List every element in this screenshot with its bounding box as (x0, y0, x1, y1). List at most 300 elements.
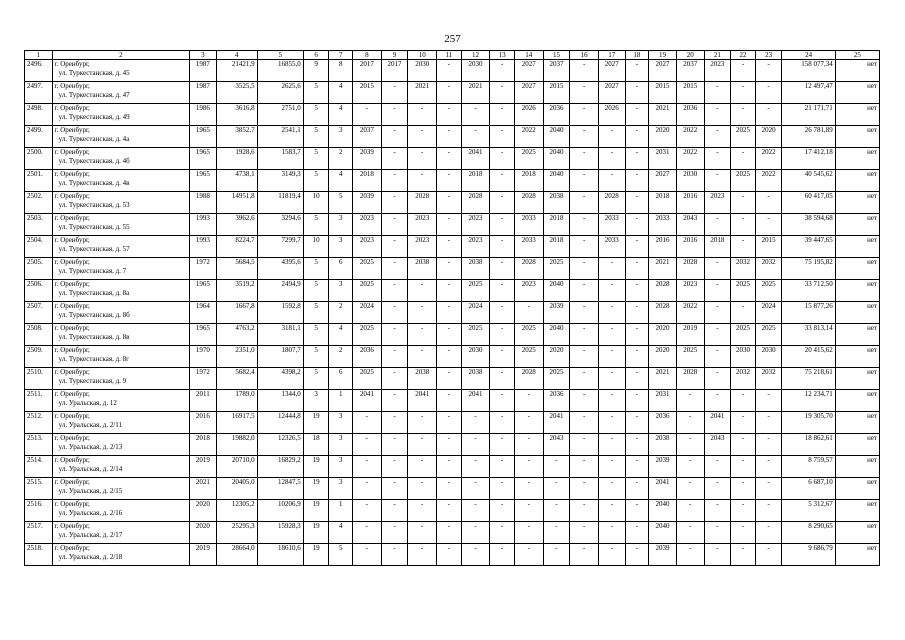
table-cell: - (437, 258, 462, 280)
table-cell: - (731, 148, 756, 170)
table-cell: - (704, 500, 731, 522)
table-cell: 28664,0 (216, 544, 257, 566)
table-cell: 2027 (598, 82, 625, 104)
table-cell: 5 (303, 302, 329, 324)
table-cell: 2038 (543, 192, 570, 214)
table-cell: - (625, 170, 649, 192)
table-cell: - (381, 368, 408, 390)
table-cell: 2023 (408, 214, 437, 236)
table-cell: - (755, 522, 782, 544)
table-cell: 2036 (543, 104, 570, 126)
table-cell: 3962,6 (216, 214, 257, 236)
table-cell: 2016 (676, 192, 704, 214)
address-cell (52, 544, 189, 566)
table-cell: 2039 (353, 148, 382, 170)
table-cell: 2039 (543, 302, 570, 324)
table-cell: - (755, 412, 782, 434)
table-cell: 8 (329, 60, 353, 82)
column-number: 11 (437, 51, 462, 60)
table-cell: 5 (303, 368, 329, 390)
address-cell (52, 390, 189, 412)
table-cell: 2041 (353, 390, 382, 412)
table-cell: 3 (329, 280, 353, 302)
table-cell: 2625,6 (257, 82, 303, 104)
table-cell: - (755, 390, 782, 412)
table-cell: - (353, 412, 382, 434)
table-cell: 2019 (190, 456, 217, 478)
table-cell: - (408, 104, 437, 126)
table-cell: - (461, 478, 490, 500)
table-row (25, 302, 880, 324)
table-cell: - (570, 368, 599, 390)
table-cell: - (381, 148, 408, 170)
table-cell: 2020 (190, 522, 217, 544)
table-cell: 21 171,71 (782, 104, 835, 126)
address-city: г. Оренбург, (54, 522, 90, 530)
table-row (25, 500, 880, 522)
column-number: 18 (625, 51, 649, 60)
table-cell: - (704, 368, 731, 390)
table-cell: 2028 (676, 368, 704, 390)
table-cell: 2040 (649, 522, 677, 544)
table-cell: 2027 (649, 60, 677, 82)
table-cell: - (408, 302, 437, 324)
table-cell: - (408, 324, 437, 346)
address-city: г. Оренбург, (54, 412, 90, 420)
row-number: 2500. (25, 148, 53, 170)
table-cell: 2025 (353, 324, 382, 346)
table-cell: 2041 (543, 412, 570, 434)
table-cell: - (381, 214, 408, 236)
table-row (25, 324, 880, 346)
table-cell: 1807,7 (257, 346, 303, 368)
table-row (25, 522, 880, 544)
table-cell: 2028 (514, 258, 543, 280)
table-cell: 18610,6 (257, 544, 303, 566)
address-street: ул. Туркестанская, д. 8г (58, 354, 130, 363)
table-cell: 5 (329, 544, 353, 566)
table-cell: 2751,0 (257, 104, 303, 126)
table-cell: 5 (303, 104, 329, 126)
column-number: 12 (461, 51, 490, 60)
table-cell: - (598, 456, 625, 478)
address-street: ул. Туркестанская, д. 9 (58, 376, 127, 385)
table-cell: 2025 (543, 368, 570, 390)
table-cell: - (490, 324, 515, 346)
table-cell: 25295,3 (216, 522, 257, 544)
table-cell: - (353, 104, 382, 126)
table-cell: 2030 (461, 346, 490, 368)
table-cell: - (731, 390, 756, 412)
table-cell: - (731, 60, 756, 82)
table-cell: - (598, 170, 625, 192)
address-street: ул. Туркестанская, д. 4в (58, 178, 130, 187)
table-cell: нет (835, 390, 879, 412)
table-cell: - (570, 324, 599, 346)
table-cell: 6 (329, 258, 353, 280)
table-cell: 15 877,26 (782, 302, 835, 324)
table-cell: 2021 (649, 104, 677, 126)
column-number: 15 (543, 51, 570, 60)
table-cell: - (625, 126, 649, 148)
table-cell: - (437, 544, 462, 566)
column-number: 7 (329, 51, 353, 60)
table-cell: - (598, 390, 625, 412)
table-cell: 2040 (543, 148, 570, 170)
address-street: ул. Туркестанская, д. 47 (58, 90, 130, 99)
table-cell: - (514, 478, 543, 500)
table-cell: нет (835, 544, 879, 566)
table-cell: 2036 (543, 390, 570, 412)
table-cell: - (625, 478, 649, 500)
table-cell: - (625, 236, 649, 258)
table-cell: 19 305,70 (782, 412, 835, 434)
table-cell: - (704, 170, 731, 192)
table-cell: - (408, 346, 437, 368)
table-cell: 2023 (353, 214, 382, 236)
table-row (25, 478, 880, 500)
table-cell: - (570, 82, 599, 104)
table-cell: - (755, 478, 782, 500)
table-cell: 5 312,67 (782, 500, 835, 522)
address-cell (52, 170, 189, 192)
column-number: 20 (676, 51, 704, 60)
table-row (25, 280, 880, 302)
column-number: 4 (216, 51, 257, 60)
table-cell: - (490, 192, 515, 214)
address-city: г. Оренбург, (54, 60, 90, 68)
table-cell: - (755, 434, 782, 456)
table-cell: - (490, 368, 515, 390)
table-cell: - (704, 280, 731, 302)
table-cell: 2033 (514, 236, 543, 258)
table-cell: - (755, 544, 782, 566)
table-cell: 1965 (190, 280, 217, 302)
table-cell: 5 (303, 346, 329, 368)
table-cell: - (490, 412, 515, 434)
table-cell: - (490, 280, 515, 302)
address-street: ул. Уральская, д. 12 (58, 398, 117, 407)
table-cell: - (625, 258, 649, 280)
table-cell: 2033 (598, 214, 625, 236)
table-cell: 4 (329, 522, 353, 544)
table-cell: 2025 (514, 148, 543, 170)
table-cell: - (598, 500, 625, 522)
table-cell: - (437, 390, 462, 412)
table-row (25, 434, 880, 456)
table-cell: нет (835, 126, 879, 148)
table-cell: 2025 (461, 324, 490, 346)
table-cell: 2016 (676, 236, 704, 258)
table-cell: - (381, 390, 408, 412)
table-cell: - (490, 236, 515, 258)
table-cell: 2028 (676, 258, 704, 280)
table-cell: 18 862,61 (782, 434, 835, 456)
table-cell: 1986 (190, 104, 217, 126)
table-row (25, 192, 880, 214)
table-cell: - (731, 478, 756, 500)
table-cell: 5 (303, 214, 329, 236)
table-cell: - (381, 236, 408, 258)
table-cell: - (437, 280, 462, 302)
table-cell: 19882,0 (216, 434, 257, 456)
table-cell: 4 (329, 82, 353, 104)
table-cell: - (437, 60, 462, 82)
table-cell: - (490, 126, 515, 148)
table-cell: - (490, 214, 515, 236)
table-cell: - (408, 544, 437, 566)
table-cell: нет (835, 324, 879, 346)
table-cell: - (570, 346, 599, 368)
table-cell: 2016 (649, 236, 677, 258)
table-cell: 2028 (461, 192, 490, 214)
table-cell: - (490, 104, 515, 126)
column-number: 1 (25, 51, 53, 60)
column-number: 24 (782, 51, 835, 60)
table-cell: 4 (329, 170, 353, 192)
table-cell: 2038 (461, 368, 490, 390)
table-cell: 2023 (704, 192, 731, 214)
table-cell: 4395,6 (257, 258, 303, 280)
table-cell: 2022 (755, 148, 782, 170)
table-cell: - (625, 280, 649, 302)
table-cell: 2032 (755, 258, 782, 280)
table-cell: 2025 (353, 280, 382, 302)
table-cell: 2027 (514, 60, 543, 82)
table-cell: 2041 (461, 390, 490, 412)
table-cell: 4763,2 (216, 324, 257, 346)
table-cell: - (381, 434, 408, 456)
address-cell (52, 522, 189, 544)
table-cell: 19 (303, 478, 329, 500)
table-cell: - (625, 82, 649, 104)
table-cell: 2028 (514, 192, 543, 214)
table-cell: - (598, 368, 625, 390)
table-cell: - (676, 478, 704, 500)
table-cell: 2043 (704, 434, 731, 456)
table-cell: - (676, 456, 704, 478)
table-cell: - (704, 258, 731, 280)
table-cell: 2037 (676, 60, 704, 82)
table-cell: 3 (329, 214, 353, 236)
table-cell: - (437, 368, 462, 390)
table-cell: 1965 (190, 324, 217, 346)
table-cell: 5 (303, 280, 329, 302)
table-cell: 2040 (543, 324, 570, 346)
address-cell (52, 368, 189, 390)
row-number: 2506. (25, 280, 53, 302)
table-cell: - (543, 478, 570, 500)
column-number: 3 (190, 51, 217, 60)
row-number: 2499. (25, 126, 53, 148)
table-cell: - (408, 522, 437, 544)
table-cell: - (437, 302, 462, 324)
table-cell: - (381, 104, 408, 126)
table-cell: - (676, 434, 704, 456)
table-cell: 4738,1 (216, 170, 257, 192)
table-cell: - (353, 522, 382, 544)
table-cell: - (755, 82, 782, 104)
table-cell: 2023 (461, 214, 490, 236)
address-city: г. Оренбург, (54, 302, 90, 310)
table-cell: - (514, 412, 543, 434)
table-cell: 2025 (353, 368, 382, 390)
table-cell: 10 (303, 236, 329, 258)
table-cell: - (381, 456, 408, 478)
table-row (25, 126, 880, 148)
table-cell: - (704, 148, 731, 170)
table-cell: 5682,4 (216, 368, 257, 390)
table-cell: 2027 (649, 170, 677, 192)
table-cell: 19 (303, 522, 329, 544)
table-cell: 5 (303, 126, 329, 148)
table-cell: 75 195,82 (782, 258, 835, 280)
table-cell: - (381, 82, 408, 104)
table-cell: 8224,7 (216, 236, 257, 258)
table-cell: нет (835, 456, 879, 478)
address-city: г. Оренбург, (54, 368, 90, 376)
table-cell: 2025 (731, 280, 756, 302)
table-cell: - (598, 258, 625, 280)
table-cell: 2020 (755, 126, 782, 148)
table-cell: - (625, 302, 649, 324)
table-cell: - (570, 60, 599, 82)
table-cell: 2030 (408, 60, 437, 82)
table-cell: 14951,8 (216, 192, 257, 214)
table-cell: - (625, 434, 649, 456)
table-cell: 2043 (543, 434, 570, 456)
table-cell: 2027 (514, 82, 543, 104)
table-cell: 2025 (461, 280, 490, 302)
table-cell: 38 594,68 (782, 214, 835, 236)
column-number: 8 (353, 51, 382, 60)
address-city: г. Оренбург, (54, 280, 90, 288)
table-cell: - (437, 434, 462, 456)
table-cell: - (625, 412, 649, 434)
table-cell: 2028 (649, 280, 677, 302)
table-cell: 1 (329, 390, 353, 412)
table-cell: 12847,5 (257, 478, 303, 500)
table-cell: - (408, 280, 437, 302)
table-cell: нет (835, 346, 879, 368)
table-cell: - (514, 544, 543, 566)
table-cell: 2351,0 (216, 346, 257, 368)
table-cell: - (625, 544, 649, 566)
table-cell: 2025 (353, 258, 382, 280)
table-cell: 3 (329, 126, 353, 148)
table-cell: 2041 (408, 390, 437, 412)
table-cell: - (704, 302, 731, 324)
table-cell: нет (835, 82, 879, 104)
table-cell: 2019 (676, 324, 704, 346)
table-cell: 5 (303, 258, 329, 280)
table-cell: 2 (329, 302, 353, 324)
table-cell: - (381, 500, 408, 522)
table-cell: 16829,2 (257, 456, 303, 478)
address-city: г. Оренбург, (54, 192, 90, 200)
table-cell: - (704, 104, 731, 126)
table-cell: нет (835, 500, 879, 522)
table-cell: 60 417,05 (782, 192, 835, 214)
table-cell: - (598, 412, 625, 434)
table-cell: - (731, 500, 756, 522)
table-cell: 2021 (649, 368, 677, 390)
table-cell: 2024 (755, 302, 782, 324)
table-row (25, 60, 880, 82)
table-cell: 2040 (543, 280, 570, 302)
table-cell: 19 (303, 544, 329, 566)
table-cell: 20 415,62 (782, 346, 835, 368)
table-cell: - (437, 192, 462, 214)
table-cell: - (381, 302, 408, 324)
row-number: 2501. (25, 170, 53, 192)
table-cell: 1965 (190, 148, 217, 170)
table-cell: 2011 (190, 390, 217, 412)
table-cell: - (755, 214, 782, 236)
table-cell: - (731, 214, 756, 236)
table-cell: 1988 (190, 192, 217, 214)
address-cell (52, 214, 189, 236)
row-number: 2511. (25, 390, 53, 412)
table-cell: 1972 (190, 368, 217, 390)
table-cell: - (514, 302, 543, 324)
table-cell: 33 813,14 (782, 324, 835, 346)
address-cell (52, 104, 189, 126)
table-cell: 2025 (731, 170, 756, 192)
address-cell (52, 192, 189, 214)
table-row (25, 258, 880, 280)
table-cell: 2022 (755, 170, 782, 192)
table-cell: нет (835, 214, 879, 236)
address-city: г. Оренбург, (54, 126, 90, 134)
table-cell: - (408, 412, 437, 434)
table-cell: 5 (329, 192, 353, 214)
table-cell: нет (835, 368, 879, 390)
table-cell: 3852,7 (216, 126, 257, 148)
table-cell: - (598, 522, 625, 544)
address-city: г. Оренбург, (54, 434, 90, 442)
table-cell: 2025 (755, 324, 782, 346)
table-cell: - (353, 434, 382, 456)
table-cell: - (704, 82, 731, 104)
table-cell: - (704, 390, 731, 412)
page-number: 257 (444, 33, 461, 45)
row-number: 2512. (25, 412, 53, 434)
table-cell: - (598, 126, 625, 148)
table-cell: - (437, 500, 462, 522)
table-cell: 16855,0 (257, 60, 303, 82)
table-cell: 2032 (731, 368, 756, 390)
table-cell: - (461, 104, 490, 126)
table-cell: 2033 (598, 236, 625, 258)
table-cell: 2015 (353, 82, 382, 104)
table-cell: 2033 (649, 214, 677, 236)
table-cell: - (490, 148, 515, 170)
table-cell: 2541,1 (257, 126, 303, 148)
table-cell: - (570, 280, 599, 302)
row-number: 2508. (25, 324, 53, 346)
table-cell: - (625, 324, 649, 346)
address-city: г. Оренбург, (54, 390, 90, 398)
table-cell: 7299,7 (257, 236, 303, 258)
address-street: ул. Туркестанская, д. 53 (58, 200, 130, 209)
table-cell: 158 077,34 (782, 60, 835, 82)
table-cell: - (731, 456, 756, 478)
table-cell: - (490, 500, 515, 522)
table-cell: нет (835, 192, 879, 214)
table-row (25, 368, 880, 390)
table-cell: 4 (329, 324, 353, 346)
